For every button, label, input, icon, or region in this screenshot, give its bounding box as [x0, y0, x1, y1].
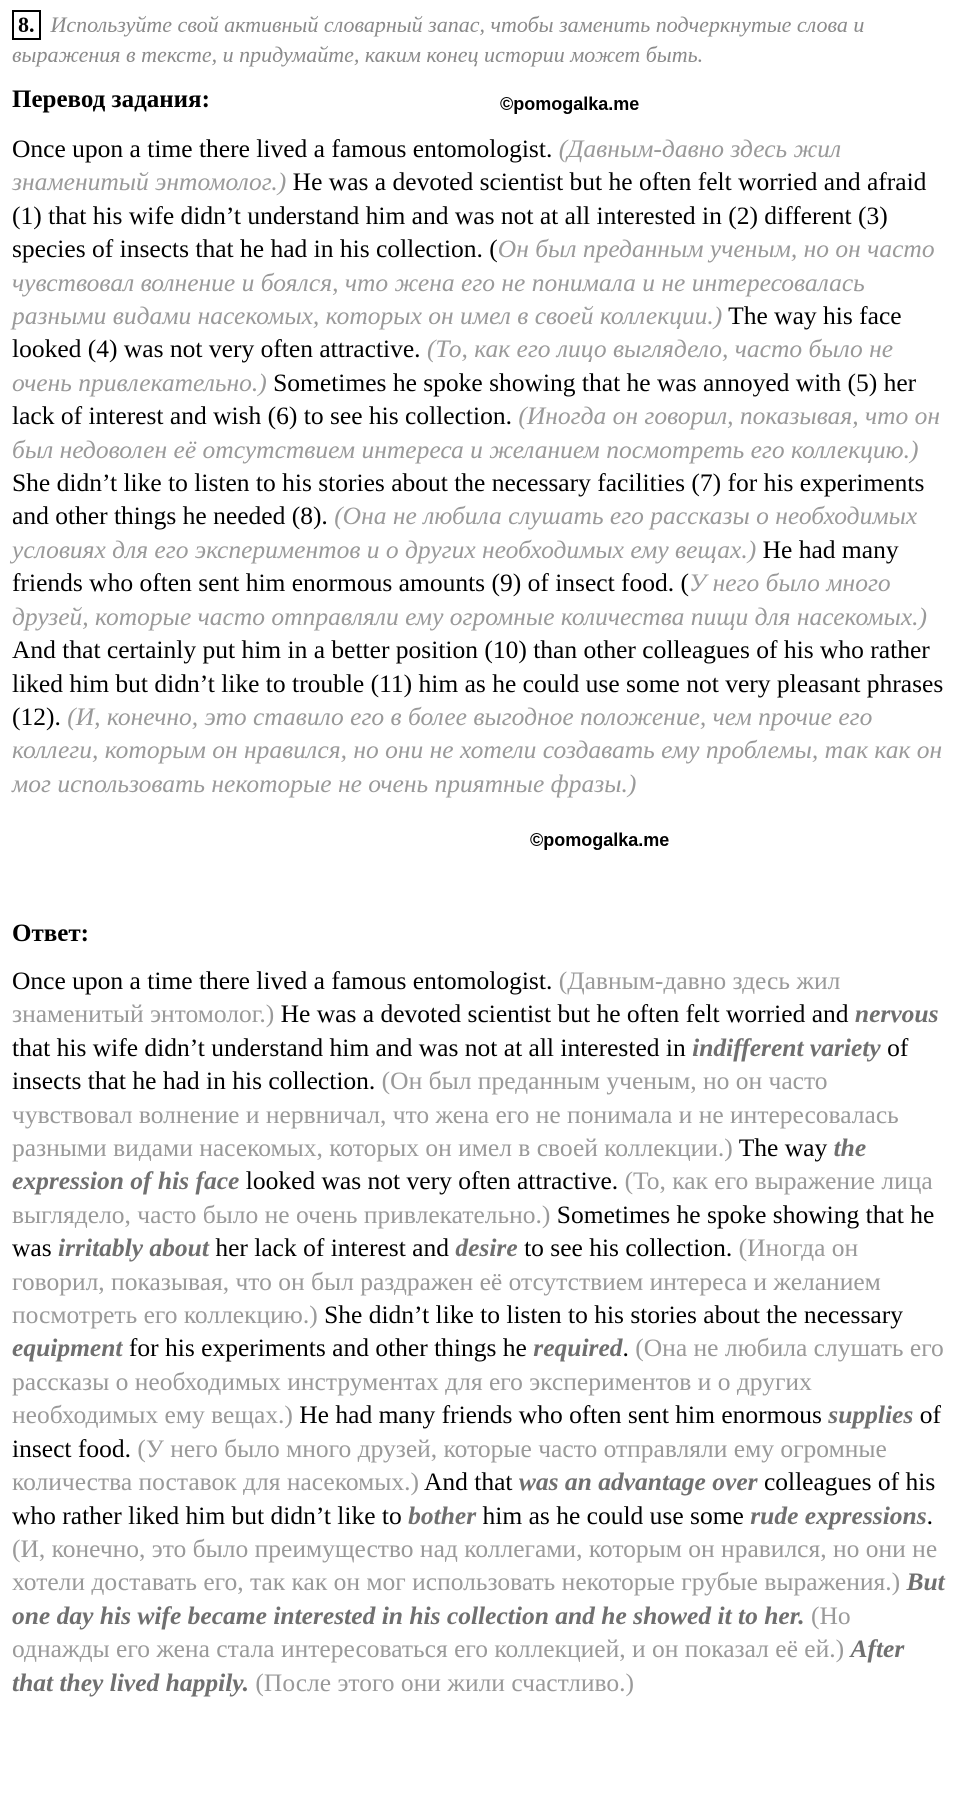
- russian-translation: (Он был преданным ученым, но он часто чувствовал волнение и нервничал, что жена его не понимала и не интересовалась разными видами насекомых, которых он имел в своей коллекции.): [12, 1066, 899, 1163]
- russian-translation: (То, как его лицо выглядело, часто было не очень привлекательно.): [12, 334, 894, 397]
- english-text: He was a devoted scientist but he often felt worried and: [274, 999, 855, 1029]
- english-text: She didn’t like to listen to his stories about the necessary: [317, 1300, 903, 1330]
- english-text: her lack of interest and: [208, 1233, 456, 1263]
- russian-translation: (Иногда он говорил, показывая, что он был недоволен её отсутствием интереса и желанием посмотреть его коллекцию.): [12, 401, 941, 464]
- english-text: colleagues of his who rather liked him but didn’t like to: [12, 1467, 936, 1530]
- english-text: He had many friends who often sent him enormous amounts (9) of insect food. (: [12, 534, 899, 598]
- translation-text: [12, 132, 948, 800]
- answer-text: [12, 964, 948, 1699]
- english-text: Once upon a time there lived a famous entomologist.: [12, 966, 559, 995]
- russian-translation: (Она не любила слушать его рассказы о необходимых условиях для его экспериментов и о других необходимых ему вещах.): [12, 501, 918, 564]
- english-text: of insects that he had in his collection.: [12, 1032, 909, 1096]
- english-text: She didn’t like to listen to his stories about the necessary facilities (7) for his experiments and other things he needed (8).: [12, 468, 925, 531]
- english-text: to see his collection.: [517, 1233, 739, 1263]
- replacement-phrase: bother: [408, 1500, 477, 1530]
- english-text: He had many friends who often sent him enormous: [292, 1400, 829, 1430]
- english-text: .: [926, 1500, 934, 1530]
- watermark-middle: ©pomogalka.me: [530, 830, 670, 850]
- english-text: him as he could use some: [476, 1500, 751, 1530]
- english-text: Once upon a time there lived a famous entomologist.: [12, 134, 559, 163]
- russian-translation: (Иногда он говорил, показывая, что он был раздражен её отсутствием интереса и желанием посмотреть его коллекцию.): [12, 1233, 881, 1330]
- english-text: that his wife didn’t understand him and was not at all interested in: [12, 1032, 693, 1062]
- watermark-top: ©pomogalka.me: [500, 94, 640, 114]
- english-text: looked was not very often attractive.: [239, 1166, 625, 1196]
- russian-translation: (Давным-давно здесь жил знаменитый энтомолог.): [12, 134, 842, 197]
- replacement-phrase: After that they lived happily.: [12, 1634, 905, 1697]
- russian-translation: (Но однажды его жена стала интересоваться его коллекцией, и он показал её ей.): [12, 1600, 851, 1664]
- replacement-phrase: indifferent variety: [692, 1032, 881, 1062]
- russian-translation: (Она не любила слушать его рассказы о необходимых инструментах для его экспериментов и о других необходимых ему вещах.): [12, 1333, 944, 1430]
- replacement-phrase: But one day his wife became interested in his collection and he showed it to her.: [12, 1567, 945, 1630]
- english-text: And that certainly put him in a better position (10) than other colleagues of his who rather liked him but didn’t like to trouble (11) him as he could use some not very pleasant phrases (12).: [12, 635, 944, 731]
- russian-translation: (И, конечно, это было преимущество над коллегами, которым он нравился, но они не хотели доставать его, так как он мог использовать некоторые грубые выражения.): [12, 1533, 938, 1597]
- replacement-phrase: equipment: [12, 1333, 123, 1363]
- replacement-phrase: rude expressions: [750, 1500, 927, 1530]
- replacement-phrase: the expression of his face: [12, 1133, 867, 1196]
- task-instruction: Используйте свой активный словарный запас, чтобы заменить подчеркнутые слова и выражения в тексте, и придумайте, каким конец истории может быть.: [12, 12, 865, 67]
- answer-heading: Ответ:: [12, 920, 89, 947]
- russian-translation: (И, конечно, это ставило его в более выгодное положение, чем прочие его коллеги, которым он нравился, но они не хотели создавать ему проблемы, так как он мог использовать некоторые не очень приятные фразы.): [12, 701, 943, 798]
- english-text: of insect food.: [12, 1400, 941, 1463]
- english-text: The way his face looked (4) was not very often attractive.: [12, 301, 902, 364]
- answer-paragraph: [12, 964, 948, 1699]
- replacement-phrase: was an advantage over: [518, 1467, 758, 1497]
- english-text: And that: [418, 1467, 519, 1497]
- replacement-phrase: required: [533, 1333, 623, 1363]
- replacement-phrase: irritably about: [58, 1233, 209, 1263]
- russian-translation: (Давным-давно здесь жил знаменитый энтомолог.): [12, 966, 841, 1029]
- russian-translation: Он был преданным ученым, но он часто чувствовал волнение и боялся, что жена его не понимала и не интересовалась разными видами насекомых, которых он имел в своей коллекции.): [12, 234, 935, 331]
- english-text: Sometimes he spoke showing that he was: [12, 1199, 935, 1263]
- translation-paragraph: [12, 132, 948, 800]
- russian-translation: (То, как его выражение лица выглядело, часто было не очень привлекательно.): [12, 1166, 933, 1229]
- russian-translation: (У него было много друзей, которые часто отправляли ему огромные количества поставок для насекомых.): [12, 1433, 887, 1497]
- english-text: He was a devoted scientist but he often felt worried and afraid (1) that his wife didn’t understand him and was not at all interested in (2) different (3) species of insects that he had in his collection. (: [12, 167, 927, 264]
- english-text: for his experiments and other things he: [122, 1333, 534, 1363]
- russian-translation: (После этого они жили счастливо.): [255, 1667, 634, 1697]
- task-number: 8.: [12, 10, 41, 40]
- translation-heading: Перевод задания:: [12, 86, 210, 113]
- english-text: The way: [732, 1133, 834, 1163]
- replacement-phrase: supplies: [828, 1400, 914, 1430]
- replacement-phrase: nervous: [854, 999, 939, 1029]
- english-text: .: [622, 1333, 636, 1363]
- replacement-phrase: desire: [455, 1233, 518, 1263]
- task-header: [12, 10, 942, 70]
- english-text: Sometimes he spoke showing that he was annoyed with (5) her lack of interest and wish (6) to see his collection.: [12, 367, 917, 431]
- russian-translation: У него было много друзей, которые часто отправляли ему огромные количества пищи для насекомых.): [12, 568, 928, 631]
